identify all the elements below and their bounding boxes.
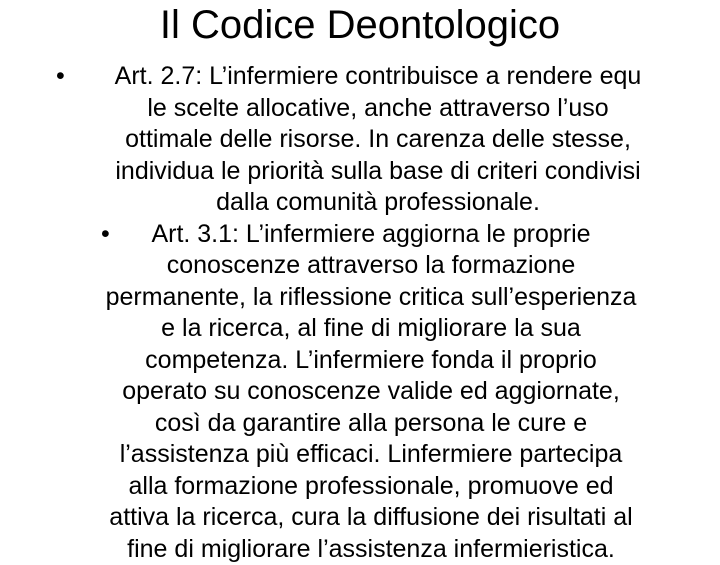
text-line: così da garantire alla persona le cure e bbox=[68, 408, 674, 440]
text-line: individua le priorità sulla base di criteri condivisi bbox=[75, 156, 681, 188]
bullet-dot-icon: • bbox=[101, 219, 110, 251]
bullet-item-art-2-7 bbox=[75, 61, 681, 219]
text-line: Art. 3.1: L’infermiere aggiorna le proprie bbox=[68, 219, 674, 251]
bullet-dot-icon: • bbox=[56, 61, 65, 93]
text-line: attiva la ricerca, cura la diffusione dei risultati al bbox=[68, 502, 674, 534]
text-line: dalla comunità professionale. bbox=[75, 187, 681, 219]
slide-title: Il Codice Deontologico bbox=[0, 2, 720, 48]
text-line: Art. 2.7: L’infermiere contribuisce a rendere equ bbox=[75, 61, 681, 93]
text-line: alla formazione professionale, promuove ed bbox=[68, 471, 674, 503]
text-line: operato su conoscenze valide ed aggiornate, bbox=[68, 376, 674, 408]
bullet-item-art-3-1 bbox=[68, 219, 674, 565]
text-line: fine di migliorare l’assistenza infermieristica. bbox=[68, 534, 674, 565]
text-line: e la ricerca, al fine di migliorare la sua bbox=[68, 313, 674, 345]
text-line: conoscenze attraverso la formazione bbox=[68, 250, 674, 282]
text-line: l’assistenza più efficaci. Linfermiere partecipa bbox=[68, 439, 674, 471]
slide-body bbox=[0, 61, 720, 565]
text-line: le scelte allocative, anche attraverso l’uso bbox=[75, 93, 681, 125]
text-line: competenza. L’infermiere fonda il proprio bbox=[68, 345, 674, 377]
text-line: ottimale delle risorse. In carenza delle stesse, bbox=[75, 124, 681, 156]
text-line: permanente, la riflessione critica sull’esperienza bbox=[68, 282, 674, 314]
